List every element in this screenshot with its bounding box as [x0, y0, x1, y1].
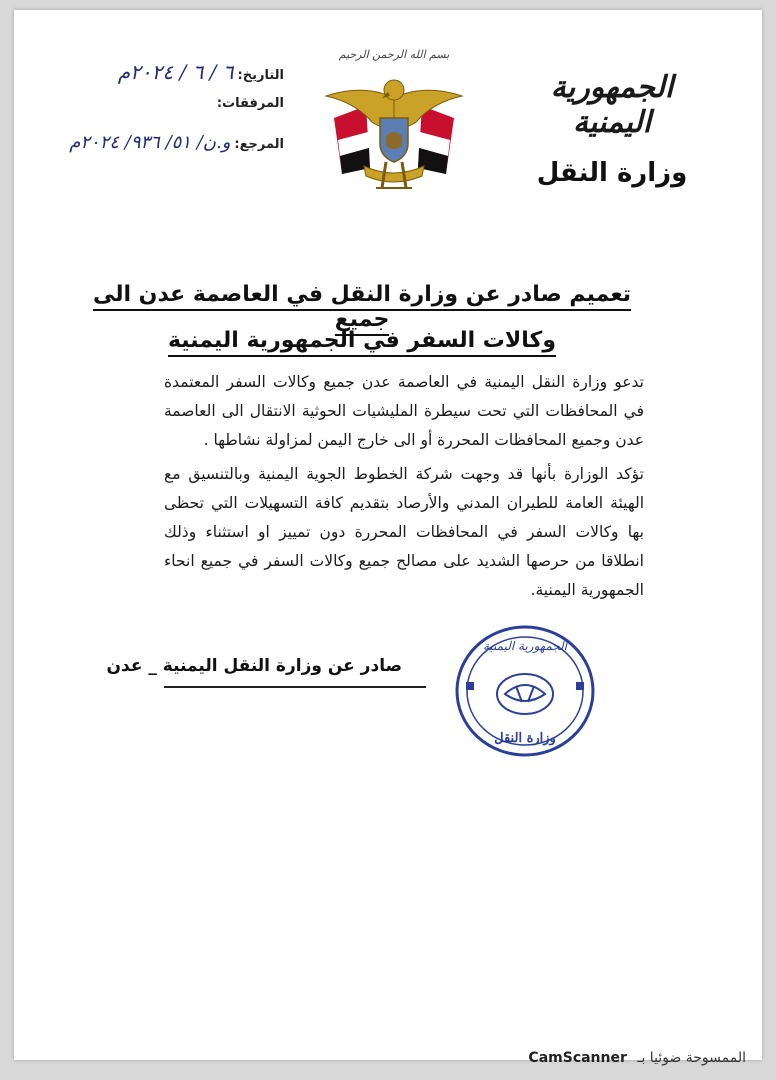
- official-stamp: [450, 616, 600, 766]
- eagle-emblem-icon: [304, 48, 484, 198]
- attachments-label: المرفقات:: [216, 96, 284, 111]
- issuer-line: صادر عن وزارة النقل اليمنية _ عدن: [106, 656, 402, 676]
- basmala-text: بسم الله الرحمن الرحيم: [338, 48, 450, 61]
- reference-label: المرجع:: [234, 137, 284, 152]
- stamp-seal-icon: [450, 616, 600, 766]
- republic-name: الجمهورية اليمنية: [550, 70, 674, 140]
- reference-value: و.ن/ ٥١/ ٩٣٦/ ٢٠٢٤م: [69, 132, 231, 153]
- attachments-row: [44, 96, 284, 132]
- ministry-name: وزارة النقل: [536, 158, 688, 188]
- circular-title-line2: وكالات السفر في الجمهورية اليمنية: [92, 328, 632, 353]
- circular-title-line1: تعميم صادر عن وزارة النقل في العاصمة عدن الى جميع: [92, 282, 632, 332]
- letterhead-right: [512, 70, 712, 188]
- issuer-underline: [164, 686, 426, 688]
- document-meta: [44, 60, 284, 168]
- body-paragraph-2: تؤكد الوزارة بأنها قد وجهت شركة الخطوط الجوية اليمنية وبالتنسيق مع الهيئة العامة للطيران المدني والأرصاد بتقديم كافة التسهيلات التي تحظى بها وكالات السفر في المحافظات المحررة دون تمييز او استثناء وذلك انطلاقا من حرصها الشديد على مصالح جميع وكالات السفر في جميع انحاء الجمهورية اليمنية.: [164, 465, 644, 599]
- scanned-label: الممسوحة ضوئيا بـ: [637, 1050, 746, 1066]
- reference-row: [44, 132, 284, 168]
- stamp-bottom-text: وزارة النقل: [494, 731, 556, 746]
- date-label: التاريخ:: [237, 68, 284, 83]
- national-emblem: [304, 48, 484, 198]
- scanner-app-name: CamScanner: [528, 1050, 627, 1066]
- document-page: [14, 10, 762, 1060]
- scanner-footer: [528, 1050, 746, 1066]
- date-value: ٦ / ٦ / ٢٠٢٤م: [117, 60, 234, 84]
- date-row: [44, 60, 284, 96]
- stamp-top-text: الجمهورية اليمنية: [482, 639, 568, 653]
- body-paragraph-1: تدعو وزارة النقل اليمنية في العاصمة عدن جميع وكالات السفر المعتمدة في المحافظات التي تحت سيطرة المليشيات الحوثية الانتقال الى العاصمة عدن وجميع المحافظات المحررة أو الى خارج اليمن لمزاولة نشاطها .: [164, 373, 644, 449]
